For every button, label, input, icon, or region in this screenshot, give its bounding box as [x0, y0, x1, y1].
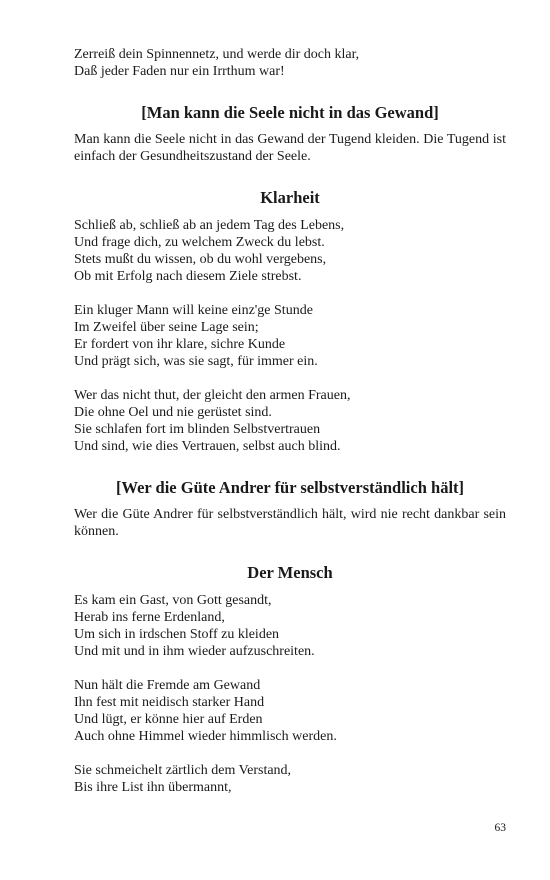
page-content — [74, 46, 506, 796]
poem-stanza — [74, 387, 506, 455]
page-number: 63 — [494, 822, 506, 834]
poem-stanza — [74, 302, 506, 370]
verse-line: Und sind, wie dies Vertrauen, selbst auch blind. — [74, 439, 341, 454]
verse-line: Im Zweifel über seine Lage sein; — [74, 320, 259, 335]
verse-line: Die ohne Oel und nie gerüstet sind. — [74, 405, 272, 420]
section-heading: [Man kann die Seele nicht in das Gewand] — [141, 103, 439, 122]
verse-line: Ob mit Erfolg nach diesem Ziele strebst. — [74, 269, 302, 284]
verse-line: Bis ihre List ihn übermannt, — [74, 780, 232, 795]
verse-line: Auch ohne Himmel wieder himmlisch werden. — [74, 729, 337, 744]
verse-line: Sie schlafen fort im blinden Selbstvertrauen — [74, 422, 321, 437]
verse-line: Er fordert von ihr klare, sichre Kunde — [74, 337, 286, 352]
verse-line: Schließ ab, schließ ab an jedem Tag des Lebens, — [74, 218, 345, 233]
poem-stanza — [74, 677, 506, 745]
prose-paragraph: Man kann die Seele nicht in das Gewand der Tugend kleiden. Die Tugend ist einfach der Gesundheitszustand der Seele. — [74, 132, 506, 164]
poem-stanza — [74, 592, 506, 660]
poem-stanza — [74, 217, 506, 285]
verse-line: Und lügt, er könne hier auf Erden — [74, 712, 263, 727]
verse-line: Wer das nicht thut, der gleicht den armen Frauen, — [74, 388, 351, 403]
verse-line: Nun hält die Fremde am Gewand — [74, 678, 261, 693]
verse-line: Daß jeder Faden nur ein Irrthum war! — [74, 64, 285, 79]
verse-line: Und mit und in ihm wieder aufzuschreiten. — [74, 644, 315, 659]
poem-stanza — [74, 762, 506, 796]
poem-title: Der Mensch — [247, 563, 333, 582]
verse-line: Ihn fest mit neidisch starker Hand — [74, 695, 265, 710]
verse-line: Zerreiß dein Spinnennetz, und werde dir doch klar, — [74, 47, 360, 62]
verse-line: Sie schmeichelt zärtlich dem Verstand, — [74, 763, 292, 778]
verse-line: Und prägt sich, was sie sagt, für immer ein. — [74, 354, 318, 369]
verse-line: Und frage dich, zu welchem Zweck du lebst. — [74, 235, 325, 250]
verse-line: Herab ins ferne Erdenland, — [74, 610, 225, 625]
verse-line: Um sich in irdschen Stoff zu kleiden — [74, 627, 280, 642]
verse-line: Stets mußt du wissen, ob du wohl vergebens, — [74, 252, 327, 267]
verse-line: Es kam ein Gast, von Gott gesandt, — [74, 593, 272, 608]
intro-stanza — [74, 46, 506, 80]
prose-paragraph: Wer die Güte Andrer für selbstverständlich hält, wird nie recht dankbar sein können. — [74, 507, 506, 539]
verse-line: Ein kluger Mann will keine einz'ge Stunde — [74, 303, 313, 318]
poem-title: Klarheit — [260, 188, 320, 207]
section-heading: [Wer die Güte Andrer für selbstverständlich hält] — [115, 478, 465, 497]
